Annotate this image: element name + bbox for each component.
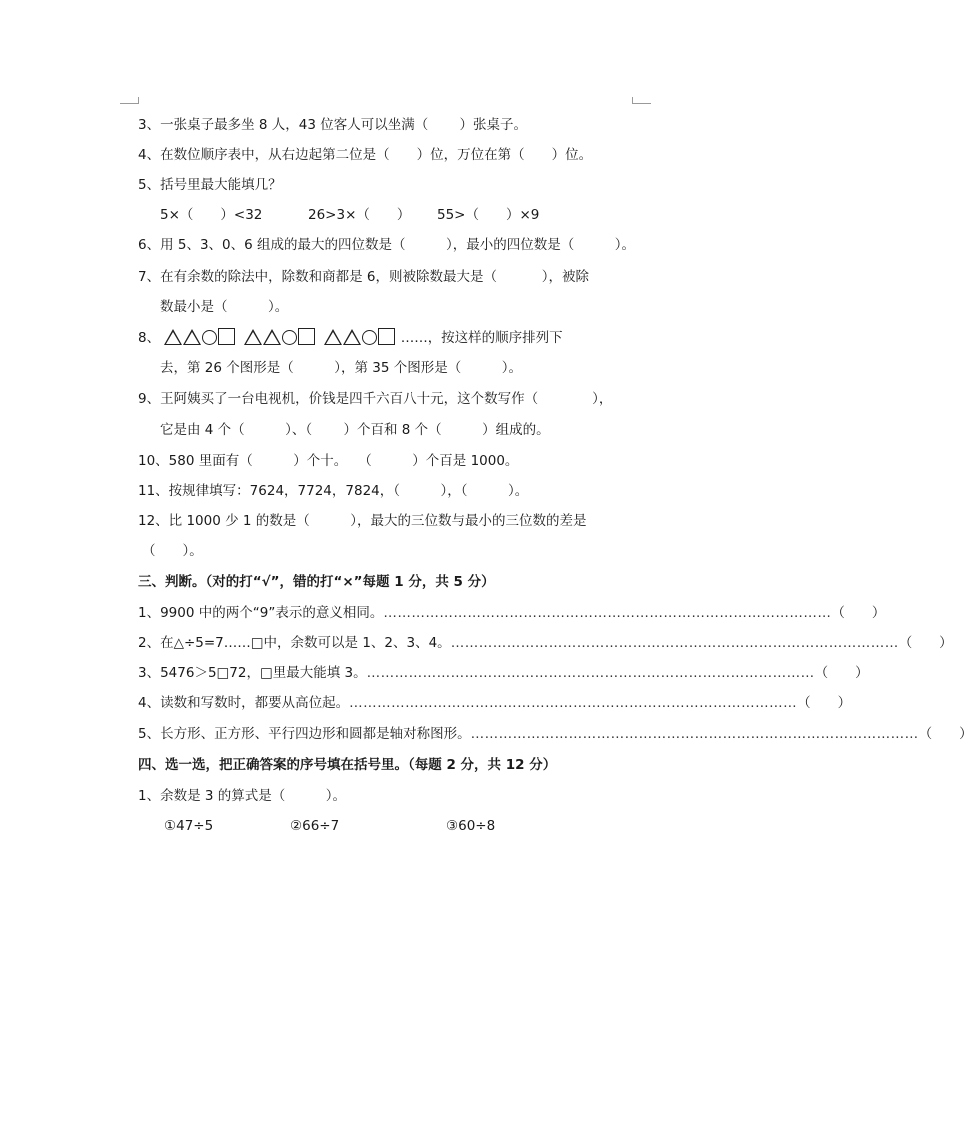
judgement-item bbox=[138, 633, 953, 653]
question-10: 10、580 里面有（ ）个十。 （ ）个百是 1000。 bbox=[138, 453, 519, 469]
question-8-number: 8、 bbox=[138, 330, 161, 346]
question-6: 6、用 5、3、0、6 组成的最大的四位数是（ ），最小的四位数是（ ）。 bbox=[138, 237, 636, 253]
question-9-line-2: 它是由 4 个（ ）、（ ）个百和 8 个（ ）组成的。 bbox=[160, 422, 550, 438]
question-4: 4、在数位顺序表中，从右边起第二位是（ ）位，万位在第（ ）位。 bbox=[138, 147, 593, 163]
judgement-text: 5、长方形、正方形、平行四边形和圆都是轴对称图形。 bbox=[138, 726, 471, 742]
triangle-shape bbox=[164, 329, 182, 345]
option-2: ②66÷7 bbox=[290, 818, 340, 834]
question-5: 5、括号里最大能填几？ bbox=[138, 177, 282, 193]
answer-parentheses: （ ） bbox=[797, 695, 852, 711]
question-9-line-1: 9、王阿姨买了一台电视机，价钱是四千六百八十元，这个数写作（ ）， bbox=[138, 391, 613, 407]
question-5-part-b: 26>3×（ ） bbox=[308, 207, 411, 223]
page-corner-mark bbox=[632, 97, 651, 104]
option-3: ③60÷8 bbox=[446, 818, 496, 834]
circle-shape bbox=[362, 330, 377, 345]
square-shape bbox=[378, 328, 395, 345]
leader-dots: …………………………………………………………………………………… bbox=[383, 605, 832, 621]
answer-parentheses: （ ） bbox=[814, 665, 869, 681]
answer-parentheses: （ ） bbox=[898, 635, 953, 651]
question-7-line-2: 数最小是（ ）。 bbox=[160, 299, 289, 315]
judgement-item bbox=[138, 603, 886, 623]
circle-shape bbox=[202, 330, 217, 345]
question-12-line-2: （ ）。 bbox=[142, 543, 203, 559]
leader-dots: …………………………………………………………………………………… bbox=[366, 665, 815, 681]
circle-shape bbox=[282, 330, 297, 345]
leader-dots: …………………………………………………………………………………… bbox=[470, 726, 919, 742]
choice-question-1: 1、余数是 3 的算式是（ ）。 bbox=[138, 788, 347, 804]
judgement-item bbox=[138, 663, 869, 683]
question-8-suffix: ……，按这样的顺序排列下 bbox=[400, 330, 563, 346]
triangle-shape bbox=[244, 329, 262, 345]
question-3: 3、一张桌子最多坐 8 人，43 位客人可以坐满（ ）张桌子。 bbox=[138, 117, 528, 133]
answer-parentheses: （ ） bbox=[831, 605, 886, 621]
question-8-line-2: 去，第 26 个图形是（ ），第 35 个图形是（ ）。 bbox=[160, 360, 523, 376]
question-11: 11、按规律填写：7624，7724，7824，（ ），（ ）。 bbox=[138, 483, 529, 499]
triangle-shape bbox=[324, 329, 342, 345]
judgement-text: 4、读数和写数时，都要从高位起。 bbox=[138, 695, 350, 711]
section-3-title: 三、判断。（对的打“√”，错的打“×”每题 1 分，共 5 分） bbox=[138, 574, 495, 590]
section-4-title: 四、选一选，把正确答案的序号填在括号里。（每题 2 分，共 12 分） bbox=[138, 757, 557, 773]
page-corner-mark bbox=[120, 97, 139, 104]
triangle-shape bbox=[263, 329, 281, 345]
triangle-shape bbox=[183, 329, 201, 345]
judgement-item bbox=[138, 724, 973, 744]
option-1: ①47÷5 bbox=[164, 818, 214, 834]
judgement-text: 2、在△÷5=7……□中，余数可以是 1、2、3、4。 bbox=[138, 635, 451, 651]
leader-dots: …………………………………………………………………………………… bbox=[450, 635, 899, 651]
leader-dots: …………………………………………………………………………………… bbox=[349, 695, 798, 711]
triangle-shape bbox=[343, 329, 361, 345]
question-5-part-c: 55>（ ）×9 bbox=[437, 207, 540, 223]
square-shape bbox=[298, 328, 315, 345]
question-12-line-1: 12、比 1000 少 1 的数是（ ），最大的三位数与最小的三位数的差是 bbox=[138, 513, 587, 529]
judgement-text: 1、9900 中的两个“9”表示的意义相同。 bbox=[138, 605, 384, 621]
question-7-line-1: 7、在有余数的除法中，除数和商都是 6，则被除数最大是（ ），被除 bbox=[138, 269, 590, 285]
judgement-text: 3、5476＞5□72，□里最大能填 3。 bbox=[138, 665, 367, 681]
answer-parentheses: （ ） bbox=[918, 726, 973, 742]
question-8-line-1 bbox=[138, 328, 563, 348]
square-shape bbox=[218, 328, 235, 345]
question-5-part-a: 5×（ ）<32 bbox=[160, 207, 263, 223]
judgement-item bbox=[138, 693, 852, 713]
